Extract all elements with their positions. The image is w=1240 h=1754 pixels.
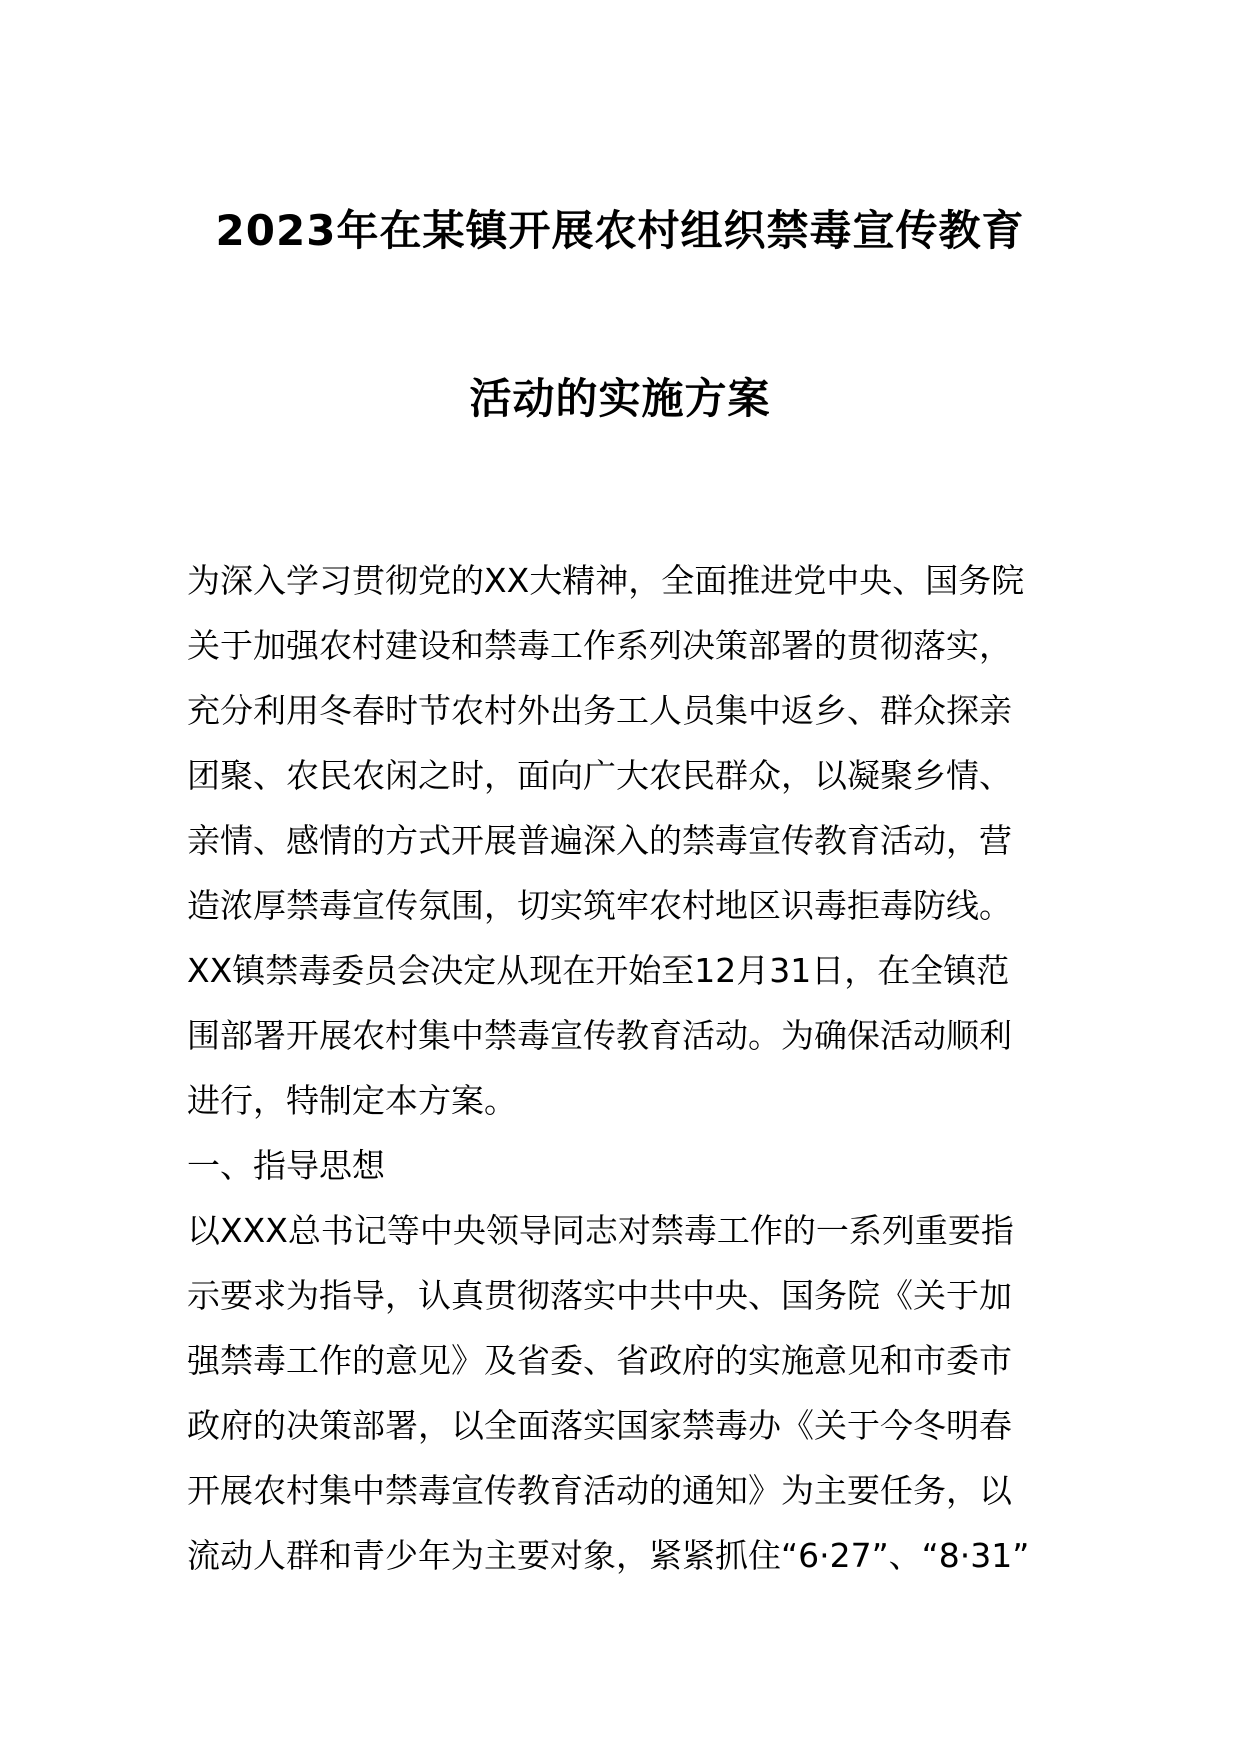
body-line: 为深入学习贯彻党的XX大精神，全面推进党中央、国务院: [187, 561, 1025, 600]
body-line: 充分利用冬春时节农村外出务工人员集中返乡、群众探亲: [187, 691, 1012, 730]
body-line: 关于加强农村建设和禁毒工作系列决策部署的贯彻落实，: [187, 626, 1012, 665]
body-line: 示要求为指导，认真贯彻落实中共中央、国务院《关于加: [187, 1276, 1012, 1315]
body-line: 团聚、农民农闲之时，面向广大农民群众，以凝聚乡情、: [187, 756, 1012, 795]
document-title-line-2: 活动的实施方案: [469, 374, 771, 423]
body-line: 亲情、感情的方式开展普遍深入的禁毒宣传教育活动，营: [187, 821, 1012, 860]
section-heading: 一、指导思想: [187, 1146, 385, 1185]
body-line: 造浓厚禁毒宣传氛围，切实筑牢农村地区识毒拒毒防线。: [187, 886, 1012, 925]
body-line: 流动人群和青少年为主要对象，紧紧抓住“6·27”、“8·31”: [187, 1536, 1030, 1575]
document-body: [187, 548, 1067, 1588]
body-line: 开展农村集中禁毒宣传教育活动的通知》为主要任务，以: [187, 1471, 1012, 1510]
body-line: 围部署开展农村集中禁毒宣传教育活动。为确保活动顺利: [187, 1016, 1012, 1055]
document-title-line-1: 2023年在某镇开展农村组织禁毒宣传教育: [215, 206, 1025, 255]
body-line: 政府的决策部署，以全面落实国家禁毒办《关于今冬明春: [187, 1406, 1012, 1445]
body-line: 进行，特制定本方案。: [187, 1081, 517, 1120]
body-line: 以XXX总书记等中央领导同志对禁毒工作的一系列重要指: [187, 1211, 1014, 1250]
body-line: 强禁毒工作的意见》及省委、省政府的实施意见和市委市: [187, 1341, 1012, 1380]
body-line: XX镇禁毒委员会决定从现在开始至12月31日，在全镇范: [187, 951, 1010, 990]
